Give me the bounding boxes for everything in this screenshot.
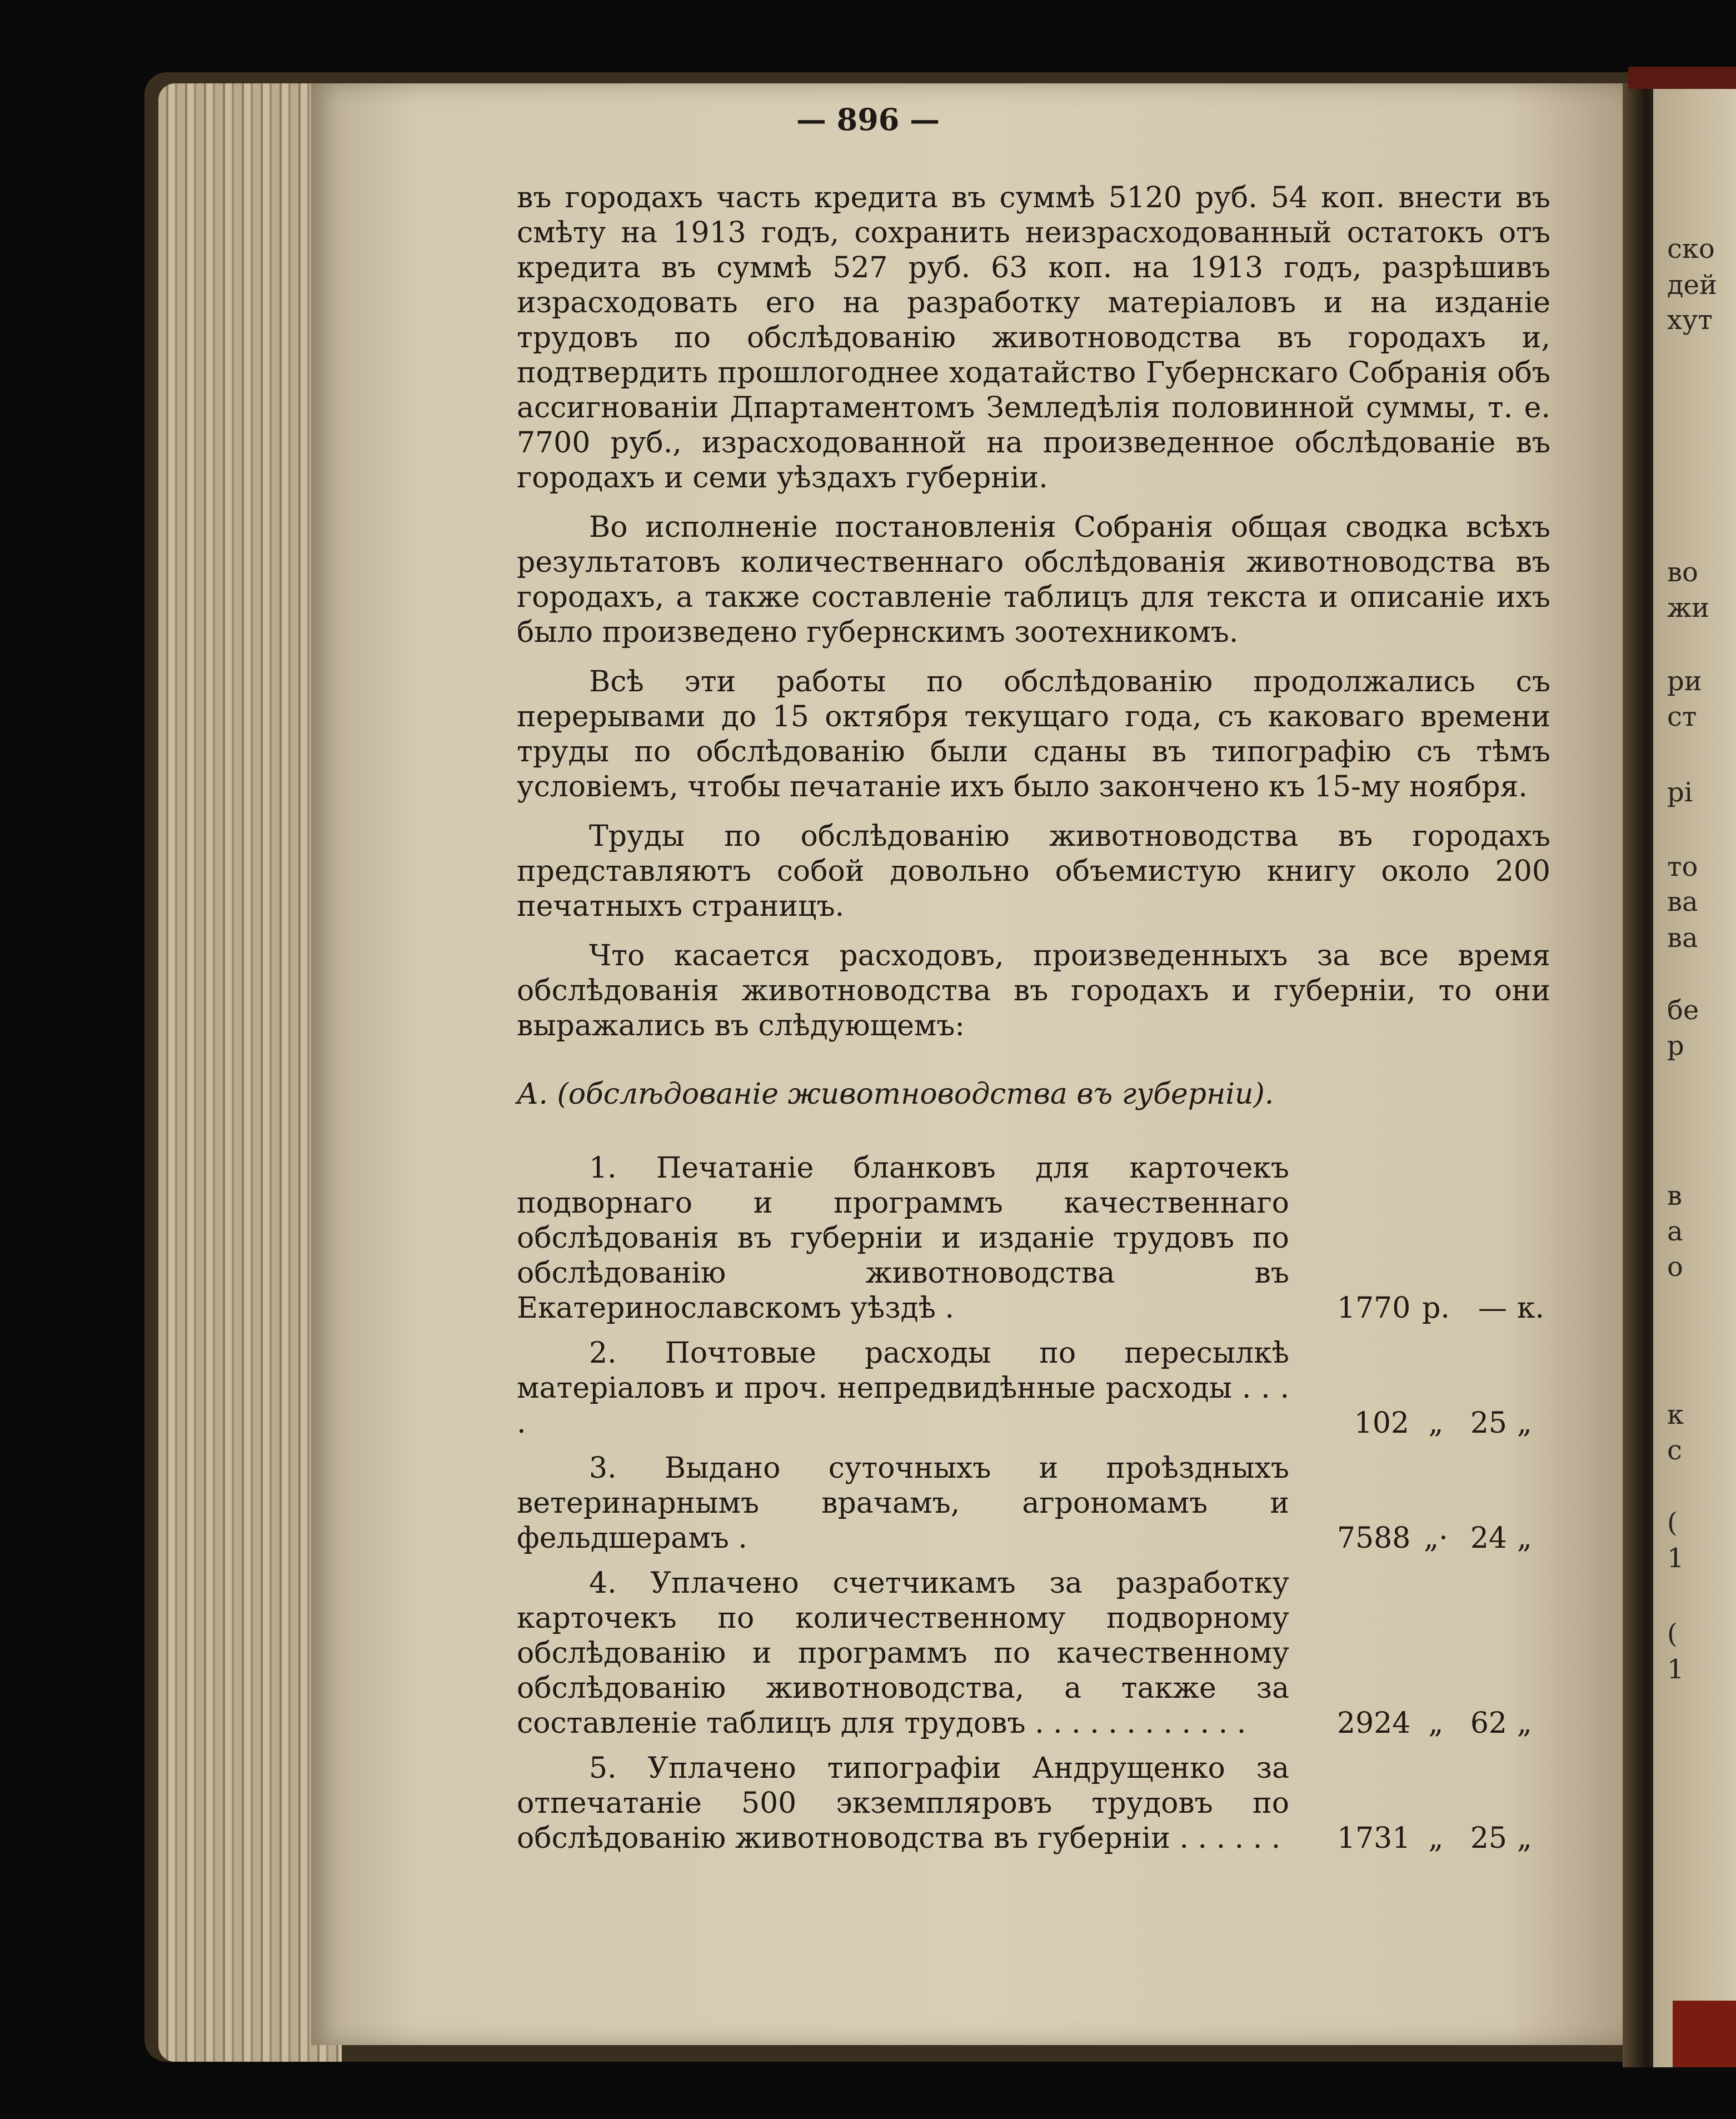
cover-edge-bottom (1673, 2001, 1736, 2067)
right-page-fragment: с (1667, 1435, 1682, 1466)
expense-amount (1289, 1706, 1550, 1741)
amount-suffix: „ (1517, 1822, 1532, 1855)
expense-amount (1289, 1406, 1550, 1441)
amount-suffix: к. (1517, 1292, 1545, 1325)
expense-item (517, 1566, 1550, 1741)
amount-rubles: 1731 (1337, 1822, 1411, 1855)
paragraph: Что касается расходовъ, произведенныхъ за все время обслѣдованія животноводства въ городахъ и губерніи, то они выражались въ слѣдующемъ: (517, 939, 1550, 1043)
right-page-fragment: ( (1667, 1507, 1678, 1538)
amount-kopecks: 24 (1470, 1522, 1507, 1555)
amount-rubles: 1770 (1337, 1292, 1411, 1325)
right-page-fragment: рі (1667, 777, 1693, 808)
right-page-fragment: во (1667, 557, 1698, 588)
amount-kopecks: 25 (1470, 1822, 1507, 1855)
expense-item (517, 1451, 1550, 1556)
cover-edge-top (1628, 67, 1736, 89)
expense-item (517, 1751, 1550, 1856)
paragraph: Всѣ эти работы по обслѣдованію продолжались съ перерывами до 15 октября текущаго года, съ каковаго времени труды по обслѣдованію были сданы въ типографію съ тѣмъ условіемъ, чтобы печатаніе ихъ было закончено къ 15-му ноября. (517, 665, 1550, 804)
amount-rubles: 2924 (1337, 1707, 1411, 1740)
amount-kopecks: — (1478, 1292, 1507, 1325)
expense-item (517, 1151, 1550, 1326)
right-page (1653, 72, 1736, 2067)
page-number: — 896 — (796, 102, 940, 137)
right-page-fragment: бе (1667, 995, 1699, 1026)
right-page-fragment: ско (1667, 233, 1715, 265)
expense-amount (1289, 1821, 1550, 1856)
expense-description: 2. Почтовые расходы по пересылкѣ матеріаловъ и проч. непредвидѣнные расходы . . . . (517, 1337, 1289, 1440)
expense-item (517, 1336, 1550, 1441)
right-page-fragment: жи (1667, 592, 1710, 624)
right-page-fragment: к (1667, 1399, 1684, 1430)
paragraph: въ городахъ часть кредита въ суммѣ 5120 руб. 54 коп. внести въ смѣту на 1913 годъ, сохранить неизрасходованный остатокъ отъ кредита въ суммѣ 527 руб. 63 коп. на 1913 годъ, разрѣшивъ израсходовать его на разработку матеріаловъ и на изданіе трудовъ по обслѣдованію животноводства въ городахъ и, подтвердить прошлогоднее ходатайство Губернскаго Собранія объ ассигнованіи Дпартаментомъ Земледѣлія половинной суммы, т. е. 7700 руб., израсходованной на произведенное обслѣдованіе въ городахъ и семи уѣздахъ губерніи. (517, 181, 1550, 495)
right-page-fragment: 1 (1667, 1654, 1684, 1685)
amount-rubles: 102 (1354, 1407, 1409, 1440)
right-page-fragment: ( (1667, 1618, 1678, 1649)
amount-suffix: „ (1517, 1522, 1532, 1555)
right-page-fragment: дей (1667, 270, 1717, 301)
expense-description: 1. Печатаніе бланковъ для карточекъ подворнаго и программъ качественнаго обслѣдованія въ губерніи и изданіе трудовъ по обслѣдованію животноводства въ Екатеринославскомъ уѣздѣ . (517, 1151, 1289, 1325)
amount-kopecks: 25 (1470, 1407, 1507, 1440)
amount-rubles: 7588 (1337, 1522, 1411, 1555)
expense-amount (1289, 1291, 1550, 1326)
expense-description: 3. Выдано суточныхъ и проѣздныхъ ветеринарнымъ врачамъ, агрономамъ и фельдшерамъ . (517, 1452, 1289, 1555)
expense-description: 5. Уплачено типографіи Андрущенко за отпечатаніе 500 экземпляровъ трудовъ по обслѣдованію животноводства въ губерніи . . . . . . (517, 1752, 1289, 1855)
amount-separator: „ (1428, 1822, 1444, 1855)
amount-kopecks: 62 (1470, 1707, 1507, 1740)
section-heading: А. (обслѣдованіе животноводства въ губерніи). (517, 1078, 1274, 1111)
amount-suffix: „ (1517, 1407, 1532, 1440)
amount-separator: „ (1428, 1407, 1444, 1440)
right-page-fragment: ва (1667, 886, 1698, 918)
right-page-fragment: а (1667, 1216, 1683, 1247)
right-page-fragment: в (1667, 1180, 1683, 1211)
right-page-fragment: ва (1667, 923, 1698, 954)
amount-separator: „ (1428, 1707, 1444, 1740)
paragraph: Во исполненіе постановленія Собранія общая сводка всѣхъ результатовъ количественнаго обслѣдованія животноводства въ городахъ, а также составленіе таблицъ для текста и описаніе ихъ было произведено губернскимъ зоотехникомъ. (517, 511, 1550, 649)
right-page-fragment: то (1667, 851, 1698, 882)
right-page-fragment: р (1667, 1030, 1684, 1061)
right-page-fragment: о (1667, 1252, 1683, 1283)
expense-description: 4. Уплачено счетчикамъ за разработку карточекъ по количественному подворному обслѣдованію и программъ по качественному обслѣдованію животноводства, а также за составленіе таблицъ для трудовъ . . . . . . . . . . . . (517, 1567, 1289, 1740)
amount-separator: „· (1424, 1522, 1448, 1555)
right-page-fragment: ст (1667, 701, 1697, 732)
amount-suffix: „ (1517, 1707, 1532, 1740)
expense-amount (1289, 1521, 1550, 1556)
page-body (517, 181, 1550, 1866)
amount-separator: р. (1422, 1292, 1450, 1325)
paragraph: Труды по обслѣдованію животноводства въ городахъ представляютъ собой довольно объемистую книгу около 200 печатныхъ страницъ. (517, 820, 1550, 923)
right-page-fragment: хут (1667, 305, 1713, 336)
right-page-fragment: ри (1667, 666, 1702, 697)
right-page-fragment: 1 (1667, 1543, 1684, 1574)
